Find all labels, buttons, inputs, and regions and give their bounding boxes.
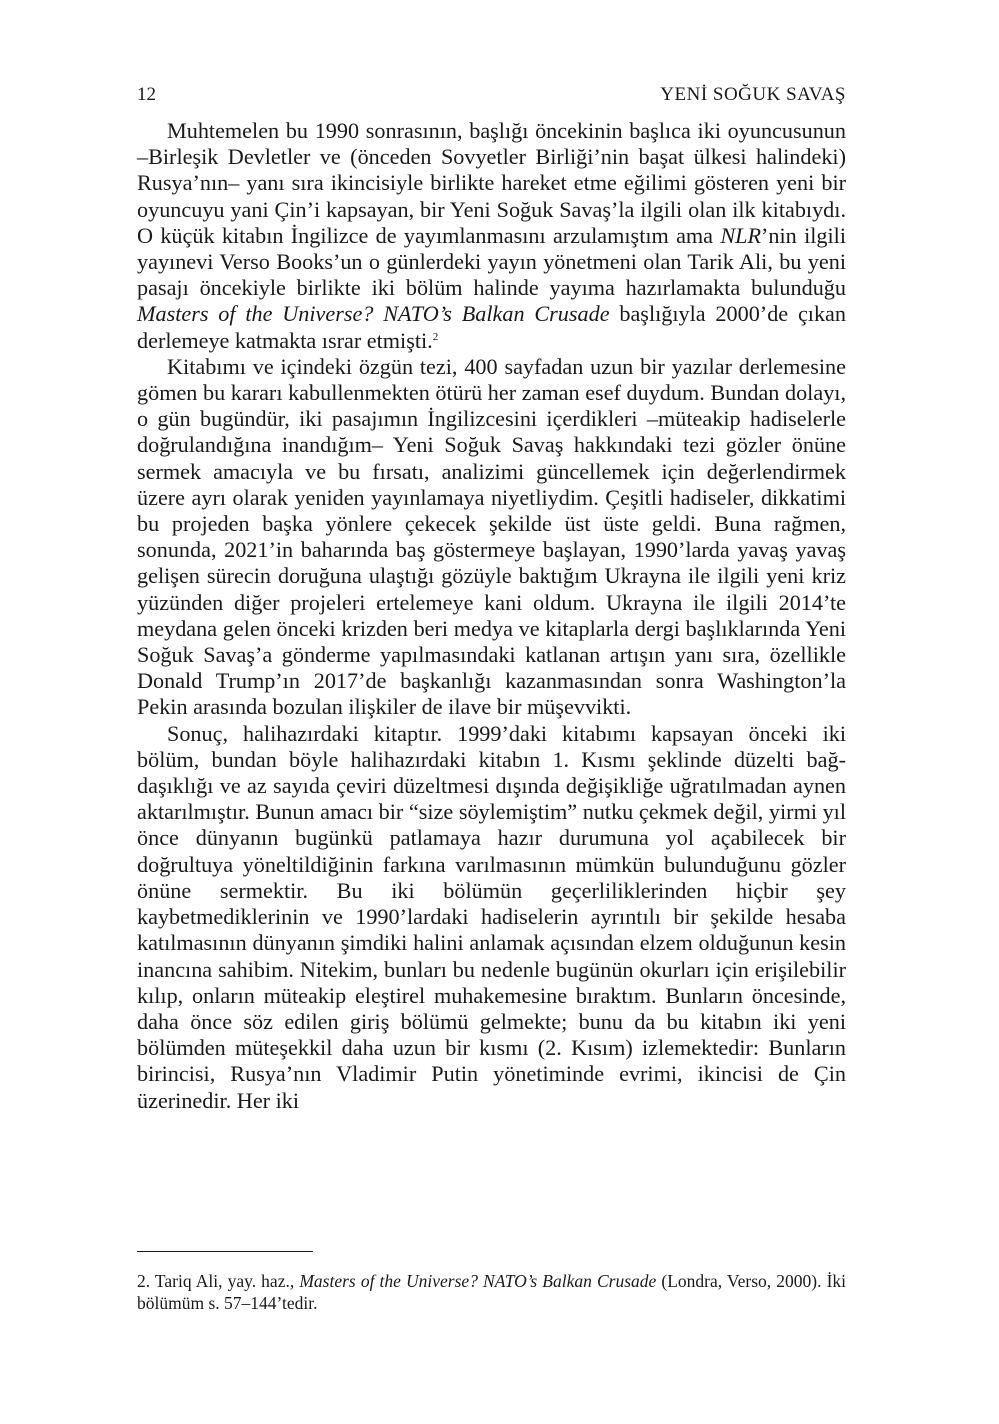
text-run: (Londra, Verso, 2000). İki bölümüm s. 57–144’tedir.	[137, 1271, 847, 1313]
italic-text: Masters of the Universe? NATO’s Balkan Crusade	[299, 1271, 657, 1291]
footnote-divider	[137, 1251, 313, 1252]
paragraph	[137, 354, 846, 721]
text-run: Kitabımı ve içindeki özgün tezi, 400 sayfadan uzun bir yazılar derlemesine gömen bu kararı kabullenmekten ötürü her zaman esef duydum. Bundan dolayı, o gün bugündür, iki pasajımın İngilizcesini içerdikleri –müteakip hadiselerle doğrulandığına inandığım– Yeni Soğuk Savaş hakkındaki tezi gözler önüne sermek amacıyla ve bu fırsatı, analizimi güncellemek için değerlendirmek üzere ayrı olarak yeniden yayınlamaya niyetliydim. Çeşitli hadiseler, dikkatimi bu projeden başka yönlere çekecek şekilde üst üste geldi. Buna rağmen, sonunda, 2021’in baharında baş göstermeye başlayan, 1990’larda yavaş yavaş gelişen sürecin doruğuna ulaştığı gözüyle baktığım Ukrayna ile ilgili yeni kriz yüzünden diğer projeleri ertelemeye kani oldum. Ukrayna ile ilgili 2014’te meydana gelen önceki krizden beri medya ve kitaplarla dergi başlıklarında Yeni Soğuk Savaş’a gönderme yapılmasındaki katlanan artışın yanı sıra, özellikle Donald Trump’ın 2017’de başkanlığı kazanmasından sonra Washington’la Pekin arasında bozulan ilişkiler de ilave bir müşevvikti.	[137, 353, 846, 720]
footnote-reference: 2	[432, 330, 439, 343]
italic-text: Masters of the Universe? NATO’s Balkan Crusade	[137, 301, 610, 327]
page-number: 12	[137, 84, 156, 105]
text-run: ’nin ilgili yayınevi Verso Books’un o günlerdeki yayın yönetmeni olan Tarik Ali, bu yeni pasajı öncekiyle birlikte iki bölüm halinde yayıma hazırlamakta bulunduğu	[137, 222, 846, 301]
italic-text: NLR	[720, 222, 762, 248]
paragraph	[137, 721, 846, 1114]
running-title: YENİ SOĞUK SAVAŞ	[660, 84, 846, 105]
paragraph	[137, 118, 846, 354]
footnote	[137, 1270, 846, 1314]
text-run: başlığıyla 2000’de çıkan derlemeye katmakta ısrar etmişti.	[137, 301, 846, 353]
body-text	[137, 118, 846, 1114]
text-run: Muhtemelen bu 1990 sonrasının, başlığı öncekinin başlıca iki oyuncusunun –Birleşik Devletler ve (önceden Sovyetler Birliği’nin başat ülkesi halindeki) Rusya’nın– yanı sıra ikincisiyle birlikte hareket etme eğilimi gösteren yeni bir oyuncuyu yani Çin’i kapsayan, bir Yeni Soğuk Savaş’la ilgili olan ilk kitabıydı. O küçük kitabın İngilizce de yayımlanmasını arzulamıştım ama	[137, 118, 846, 248]
text-run: 2. Tariq Ali, yay. haz.,	[137, 1271, 300, 1291]
text-run: Sonuç, halihazırdaki kitaptır. 1999’daki kitabımı kapsayan önceki iki bölüm, bundan böyle halihazırdaki kitabın 1. Kısmı şeklinde düzelti bağdaşıklığı ve az sayıda çeviri düzeltmesi dışında değişikliğe uğratılmadan aynen aktarılmıştır. Bunun amacı bir “size söylemiştim” nutku çekmek değil, yirmi yıl önce dünyanın bugünkü patlamaya hazır durumuna yol açabilecek bir doğrultuya yöneltildiğinin farkına varılmasının mümkün bulunduğunu gözler önüne sermektir. Bu iki bölümün geçerliliklerinden hiçbir şey kaybetmediklerinin ve 1990’lardaki hadiselerin ayrıntılı bir şekilde hesaba katılmasının dünyanın şimdiki halini anlamak açısından elzem olduğunun kesin inancına sahibim. Nitekim, bunları bu nedenle bugünün okurları için erişilebilir kılıp, onların müteakip eleştirel muhakemesine bıraktım. Bunların öncesinde, daha önce söz edilen giriş bölümü gelmekte; bunu da bu kitabın iki yeni bölümden müteşekkil daha uzun bir kısmı (2. Kısım) izlemektedir: Bunların birincisi, Rusya’nın Vladimir Putin yönetiminde evrimi, ikincisi de Çin üzerinedir. Her iki	[137, 720, 846, 1113]
running-head	[137, 82, 846, 108]
